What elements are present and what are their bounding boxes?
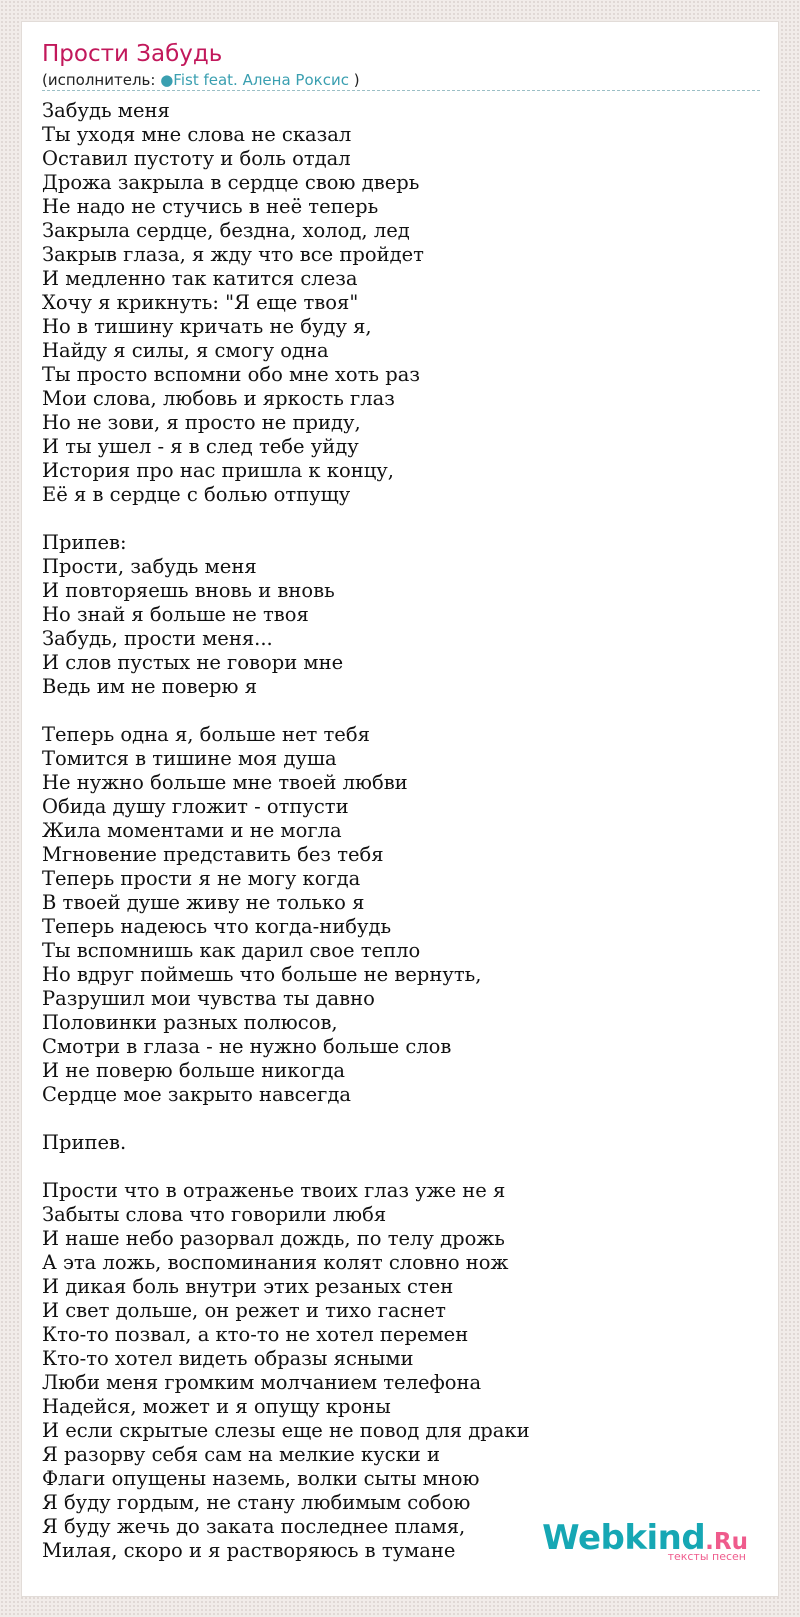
site-logo[interactable]	[542, 1518, 748, 1563]
logo-tld: .Ru	[705, 1529, 748, 1555]
artist-link[interactable]: Fist feat. Алена Роксис	[173, 71, 349, 89]
lyrics-text: Забудь меня Ты уходя мне слова не сказал Оставил пустоту и боль отдал Дрожа закрыла в сердце свою дверь Не надо не стучись в неё теперь Закрыла сердце, бездна, холод, лед Закрыв глаза, я жду что все пройдет И медленно так катится слеза Хочу я крикнуть: "Я еще твоя" Но в тишину кричать не буду я, Найду я силы, я смогу одна Ты просто вспомни обо мне хоть раз Мои слова, любовь и яркость глаз Но не зови, я просто не приду, И ты ушел - я в след тебе уйду История про нас пришла к концу, Её я в сердце с болью отпущу Припев: Прости, забудь меня И повторяешь вновь и вновь Но знай я больше не твоя Забудь, прости меня... И слов пустых не говори мне Ведь им не поверю я Теперь одна я, больше нет тебя Томится в тишине моя душа Не нужно больше мне твоей любви Обида душу гложит - отпусти Жила моментами и не могла Мгновение представить без тебя Теперь прости я не могу когда В твоей душе живу не только я Теперь надеюсь что когда-нибудь Ты вспомнишь как дарил свое тепло Но вдруг поймешь что больше не вернуть, Разрушил мои чувства ты давно Половинки разных полюсов, Смотри в глаза - не нужно больше слов И не поверю больше никогда Сердце мое закрыто навсегда Припев. Прости что в отраженье твоих глаз уже не я Забыты слова что говорили любя И наше небо разорвал дождь, по телу дрожь А эта ложь, воспоминания колят словно нож И дикая боль внутри этих резаных стен И свет дольше, он режет и тихо гаснет Кто-то позвал, а кто-то не хотел перемен Кто-то хотел видеть образы ясными Люби меня громким молчанием телефона Надейся, может и я опущу кроны И если скрытые слезы еще не повод для драки Я разорву себя сам на мелкие куски и Флаги опущены наземь, волки сыты мною Я буду гордым, не стану любимым собою Я буду жечь до заката последнее пламя, Милая, скоро и я растворяюсь в тумане	[42, 99, 530, 1562]
header-divider	[42, 90, 760, 91]
logo-name: Webkind	[542, 1518, 706, 1558]
logo-tagline: тексты песен	[667, 1550, 746, 1563]
artist-dot-icon: ●	[160, 71, 174, 89]
artist-suffix: )	[348, 71, 360, 89]
lyrics-card	[21, 21, 779, 1597]
artist-prefix: (исполнитель:	[42, 71, 161, 89]
song-title: Прости Забудь	[42, 41, 223, 67]
artist-line	[42, 70, 360, 90]
